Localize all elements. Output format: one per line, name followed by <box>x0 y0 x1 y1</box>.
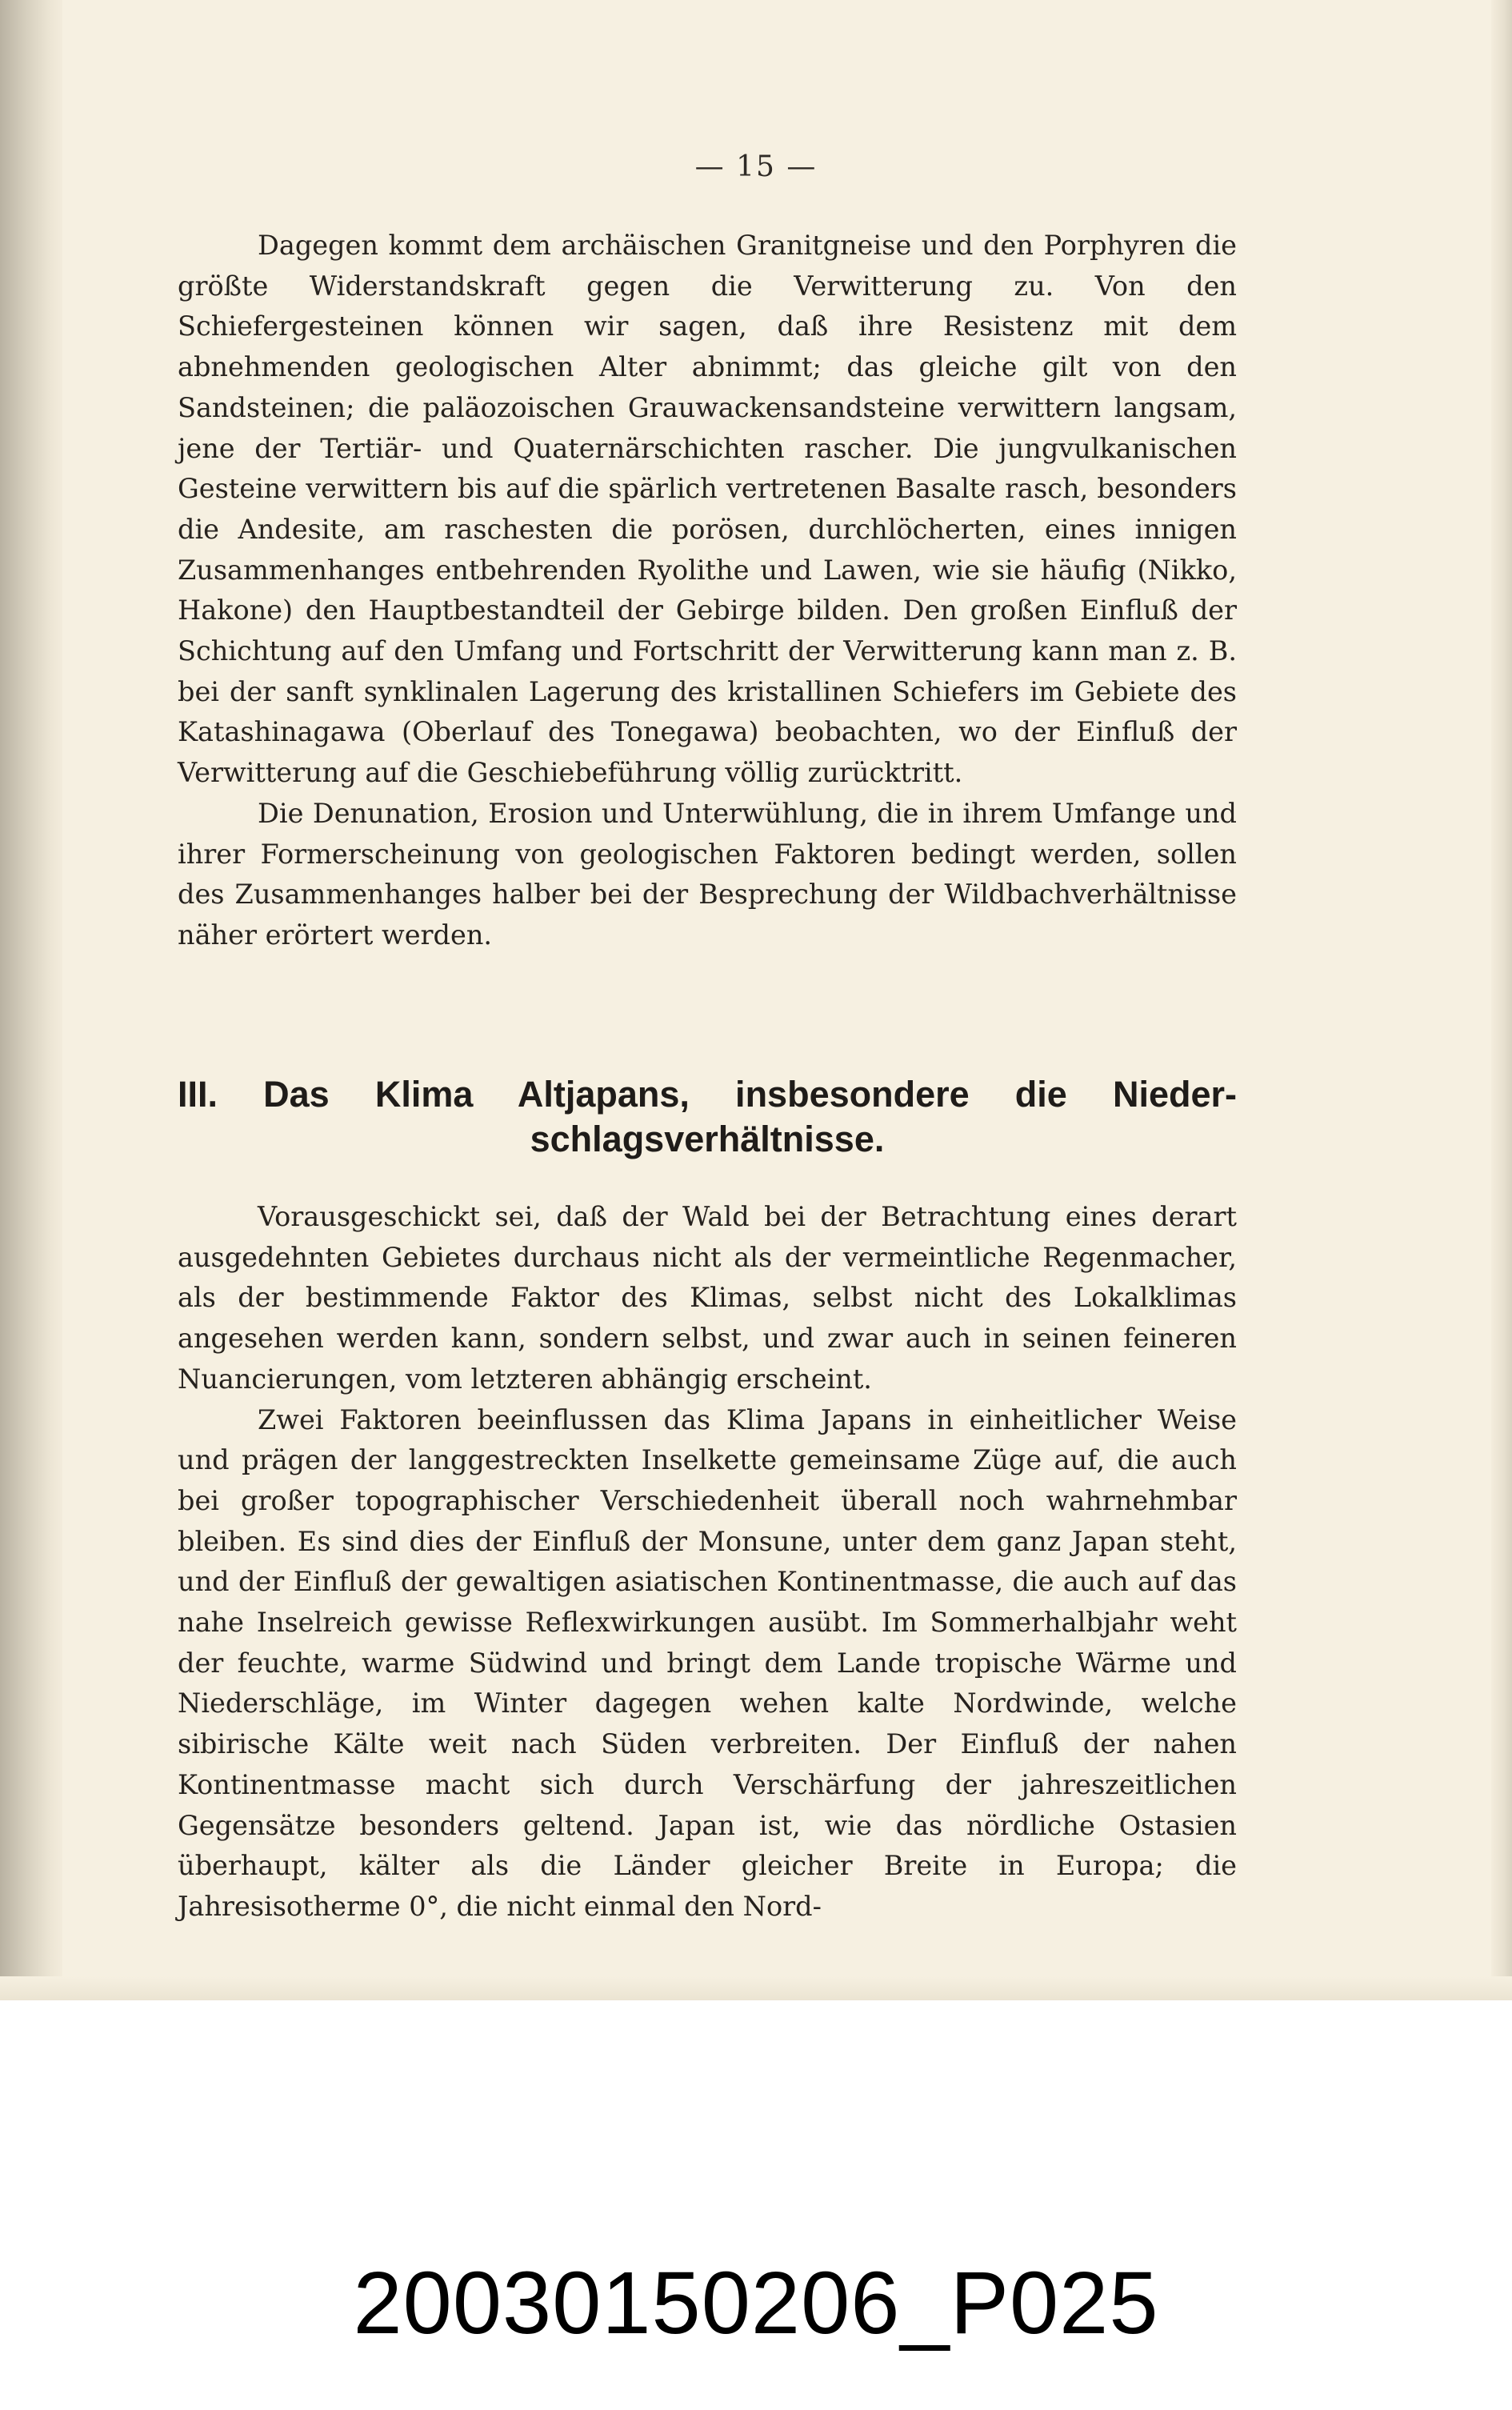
text-section-climate <box>178 1197 1237 1928</box>
section-heading-line-1: III. Das Klima Altjapans, insbesondere die Nieder- <box>178 1074 1237 1115</box>
paragraph-forest-climate: Vorausgeschickt sei, daß der Wald bei der Betrachtung eines derart ausgedehnten Gebietes durchaus nicht als der vermeintliche Regenmacher, als der bestimmende Faktor des Klimas, selbst nicht des Lokalklimas angesehen werden kann, sondern selbst, und zwar auch in seinen feineren Nuancierungen, vom letzteren abhängig erscheint. <box>178 1201 1237 1395</box>
page-number: — 15 — <box>694 150 818 183</box>
page-edge-right <box>1491 0 1512 2000</box>
paragraph-denudation: Die Denunation, Erosion und Unterwühlung, die in ihrem Umfange und ihrer Formerscheinung von geologischen Faktoren bedingt werden, sollen des Zusammenhanges halber bei der Besprechung der Wildbachverhältnisse näher erörtert werden. <box>178 797 1237 951</box>
paragraph-monsoon-continent: Zwei Faktoren beeinflussen das Klima Japans in einheitlicher Weise und prägen der langgestreckten Inselkette gemeinsame Züge auf, die auch bei großer topographischer Verschiedenheit überall noch wahrnehmbar bleiben. Es sind dies der Einfluß der Monsune, unter dem ganz Japan steht, und der Einfluß der gewaltigen asiatischen Kontinentmasse, die auch auf das nahe Inselreich gewisse Reflexwirkungen ausübt. Im Sommerhalbjahr weht der feuchte, warme Südwind und bringt dem Lande tropische Wärme und Niederschläge, im Winter dagegen wehen kalte Nordwinde, welche sibirische Kälte weit nach Süden verbreiten. Der Einfluß der nahen Kontinentmasse macht sich durch Verschärfung der jahreszeitlichen Gegensätze besonders geltend. Japan ist, wie das nördliche Ostasien überhaupt, kälter als die Länder gleicher Breite in Europa; die Jahresisotherme 0°, die nicht einmal den Nord- <box>178 1403 1237 1922</box>
paragraph-weathering: Dagegen kommt dem archäischen Granitgneise und den Porphyren die größte Widerstandskraft gegen die Verwitterung zu. Von den Schiefergesteinen können wir sagen, daß ihre Resistenz mit dem abnehmenden geologischen Alter abnimmt; das gleiche gilt von den Sandsteinen; die paläozoischen Grauwackensandsteine verwittern langsam, jene der Tertiär- und Quaternärschichten rascher. Die jungvulkanischen Gesteine verwittern bis auf die spärlich vertretenen Basalte rasch, besonders die Andesite, am raschesten die porösen, durchlöcherten, eines innigen Zusammenhanges entbehrenden Ryolithe und Lawen, wie sie häufig (Nikko, Hakone) den Hauptbestandteil der Gebirge bilden. Den großen Einfluß der Schichtung auf den Umfang und Fortschritt der Verwitterung kann man z. B. bei der sanft synklinalen Lagerung des kristallinen Schiefers im Gebiete des Katashinagawa (Oberlauf des Tonegawa) beobachten, wo der Einfluß der Verwitterung auf die Geschiebeführung völlig zurücktritt. <box>178 230 1237 789</box>
section-heading-line-2: schlagsverhältnisse. <box>530 1119 885 1159</box>
page-edge-bottom <box>0 1976 1512 2000</box>
text-section-before <box>178 226 1237 956</box>
section-heading <box>178 1072 1237 1162</box>
book-gutter-shadow <box>0 0 62 2000</box>
archive-id-caption: 20030150206_P025 <box>353 2254 1159 2352</box>
